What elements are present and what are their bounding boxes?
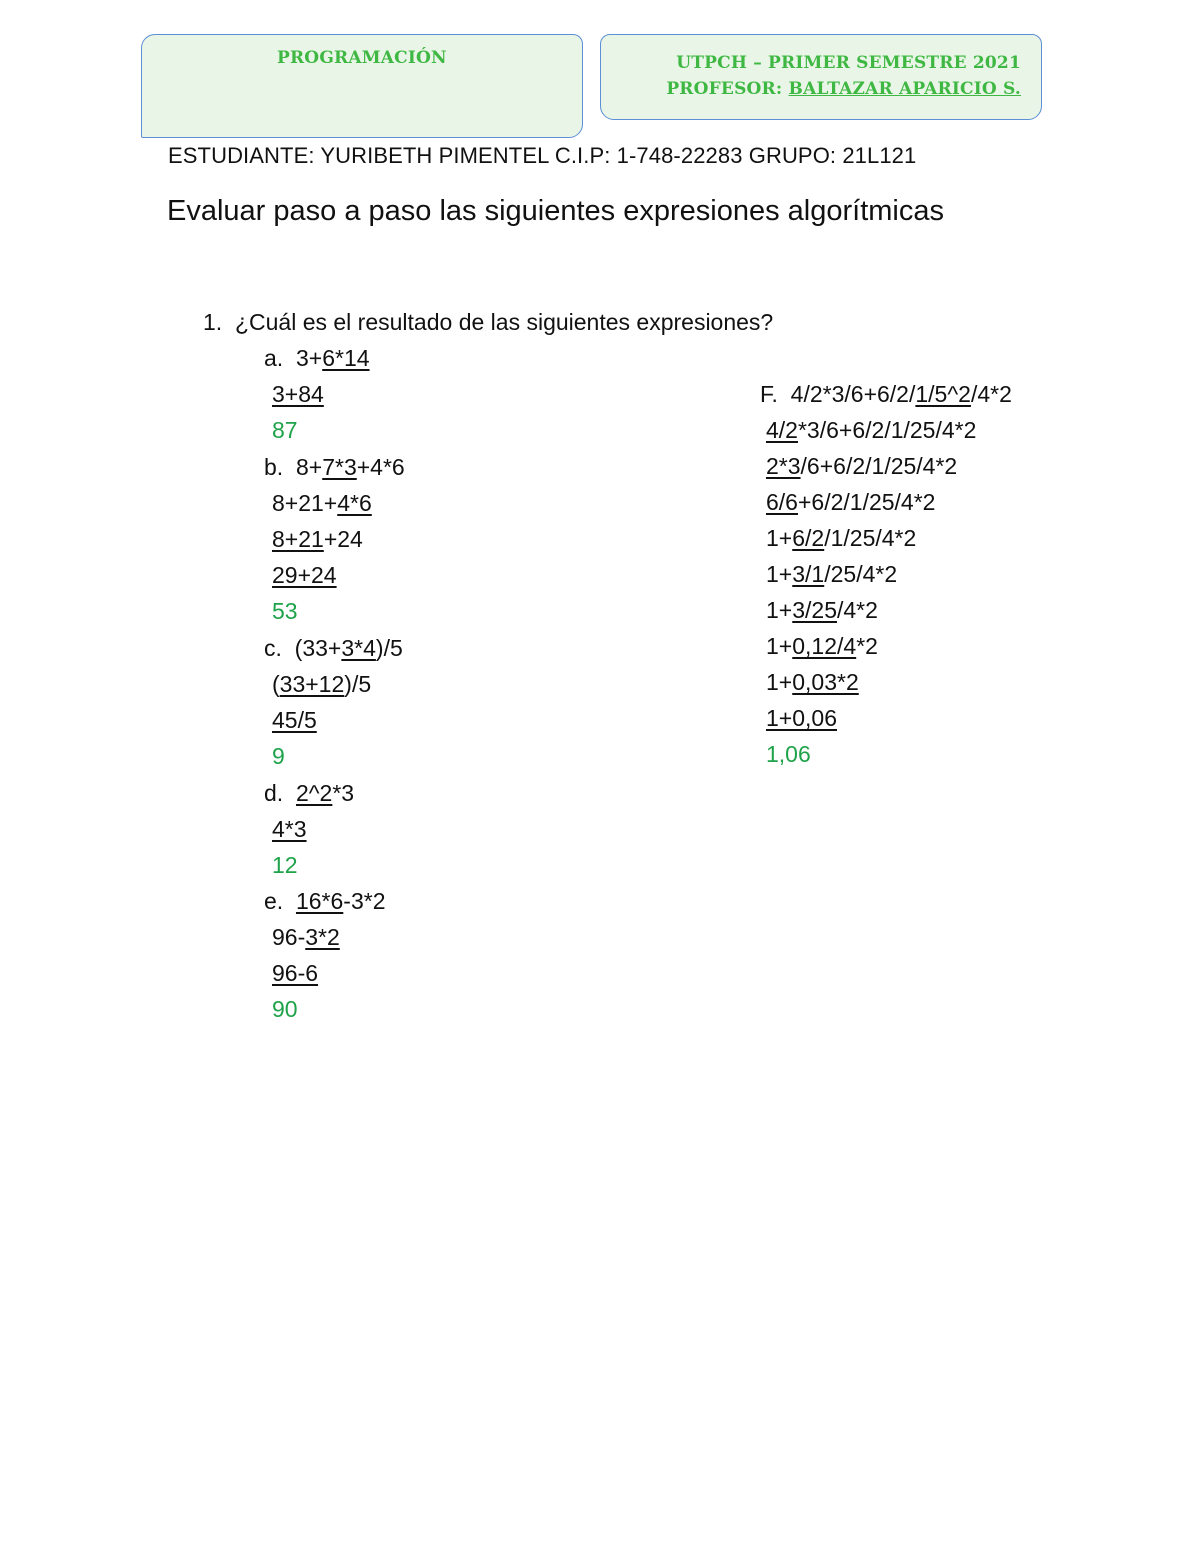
step-part-underlined: 3/25 <box>792 597 837 623</box>
expr-part-underlined: 3*4 <box>341 635 376 661</box>
expr-part: /4*2 <box>970 381 1012 407</box>
exercise-b-expression <box>264 454 405 481</box>
exercise-b-step-3 <box>272 562 337 589</box>
university-info <box>666 50 1021 102</box>
step-part: +24 <box>323 526 363 552</box>
exercise-label: c. <box>264 635 282 661</box>
exercise-e-expression <box>264 888 386 915</box>
step-part-underlined: 4*6 <box>337 490 372 516</box>
step-part: 1+ <box>766 669 793 695</box>
step-part: )/5 <box>344 671 372 697</box>
course-title: PROGRAMACIÓN <box>277 48 447 68</box>
exercise-f-step-9 <box>766 705 837 732</box>
step-part-underlined: 2*3 <box>766 453 801 479</box>
exercise-f-step-8 <box>766 669 859 696</box>
step-part: ( <box>272 671 280 697</box>
expr-part-underlined: 16*6 <box>295 888 344 914</box>
exercise-d-expression <box>264 780 354 807</box>
expr-part: +4*6 <box>356 454 405 480</box>
exercise-f-expression <box>760 381 1012 408</box>
step-part: 1+ <box>766 561 793 587</box>
question-number: 1. <box>203 309 223 335</box>
step-part-underlined: 6/6 <box>766 489 798 515</box>
exercise-f-step-6 <box>766 597 878 624</box>
exercise-label: F. <box>760 381 778 407</box>
exercise-e-step-1 <box>272 924 340 951</box>
expr-part-underlined: 6*14 <box>322 345 370 371</box>
expr-part: *3 <box>332 780 355 806</box>
step-part-underlined: 4*3 <box>272 816 307 842</box>
professor-label: PROFESOR: <box>666 79 783 99</box>
expr-part: -3*2 <box>343 888 386 914</box>
exercise-a-step-1 <box>272 381 324 408</box>
step-part-underlined: 4/2 <box>766 417 798 443</box>
step-part-underlined: 29+24 <box>272 562 337 588</box>
step-part-underlined: 45/5 <box>272 707 317 733</box>
expr-part-underlined: 1/5^2 <box>915 381 971 407</box>
exercise-e-result: 90 <box>272 996 298 1022</box>
step-part: /4*2 <box>837 597 878 623</box>
exercise-b-step-1 <box>272 490 372 517</box>
university-header-box <box>600 34 1042 120</box>
step-part: /25/4*2 <box>824 561 898 587</box>
student-info: ESTUDIANTE: YURIBETH PIMENTEL C.I.P: 1-748-22283 GRUPO: 21L121 <box>168 143 917 168</box>
step-part: +6/2/1/25/4*2 <box>797 489 936 515</box>
step-part: /1/25/4*2 <box>824 525 917 551</box>
step-part-underlined: 3/1 <box>792 561 825 587</box>
expr-part-underlined: 7*3 <box>322 454 357 480</box>
expr-part: )/5 <box>375 635 403 661</box>
expr-part: 3+ <box>295 345 323 371</box>
exercise-c-step-2 <box>272 707 317 734</box>
exercise-label: b. <box>264 454 284 480</box>
professor-name: BALTAZAR APARICIO S. <box>788 79 1021 99</box>
course-header-box <box>141 34 583 138</box>
university-semester: UTPCH – PRIMER SEMESTRE 2021 <box>676 53 1021 73</box>
exercise-d-step-1 <box>272 816 307 843</box>
exercise-c-result: 9 <box>272 743 285 769</box>
step-part-underlined: 3+84 <box>272 381 324 407</box>
exercise-a-result: 87 <box>272 417 298 443</box>
step-part: 96- <box>272 924 306 950</box>
expr-part-underlined: 2^2 <box>295 780 333 806</box>
step-part: 1+ <box>766 525 793 551</box>
step-part-underlined: 96-6 <box>272 960 319 986</box>
question-text: ¿Cuál es el resultado de las siguientes expresiones? <box>234 309 774 335</box>
step-part: *2 <box>856 633 878 659</box>
exercise-f-step-5 <box>766 561 897 588</box>
exercise-f-step-1 <box>766 417 976 444</box>
step-part-underlined: 3*2 <box>305 924 340 950</box>
step-part-underlined: 33+12 <box>279 671 345 697</box>
question-1 <box>203 309 773 336</box>
exercise-e-step-2 <box>272 960 318 987</box>
exercise-b-result: 53 <box>272 598 298 624</box>
exercise-f-step-4 <box>766 525 916 552</box>
step-part: 1+ <box>766 633 793 659</box>
professor-line <box>666 76 1021 102</box>
step-part: *3/6+6/2/1/25/4*2 <box>797 417 977 443</box>
expr-part: 8+ <box>295 454 323 480</box>
exercise-label: e. <box>264 888 284 914</box>
expr-part: 4/2*3/6+6/2/ <box>790 381 916 407</box>
step-part: 8+21+ <box>272 490 338 516</box>
exercise-f-step-2 <box>766 453 957 480</box>
exercise-f-step-7 <box>766 633 878 660</box>
exercise-f-result: 1,06 <box>766 741 811 767</box>
step-part-underlined: 1+0,06 <box>766 705 837 731</box>
exercise-c-expression <box>264 635 403 662</box>
exercise-label: d. <box>264 780 284 806</box>
expr-part: (33+ <box>294 635 342 661</box>
step-part-underlined: 0,12/4 <box>792 633 857 659</box>
step-part: 1+ <box>766 597 793 623</box>
exercise-c-step-1 <box>272 671 371 698</box>
exercise-label: a. <box>264 345 284 371</box>
page-title: Evaluar paso a paso las siguientes expresiones algorítmicas <box>167 195 944 227</box>
exercise-d-result: 12 <box>272 852 298 878</box>
exercise-a-expression <box>264 345 370 372</box>
step-part-underlined: 6/2 <box>792 525 825 551</box>
exercise-b-step-2 <box>272 526 363 553</box>
step-part-underlined: 8+21 <box>272 526 324 552</box>
step-part-underlined: 0,03*2 <box>792 669 859 695</box>
exercise-f-step-3 <box>766 489 935 516</box>
step-part: /6+6/2/1/25/4*2 <box>800 453 958 479</box>
